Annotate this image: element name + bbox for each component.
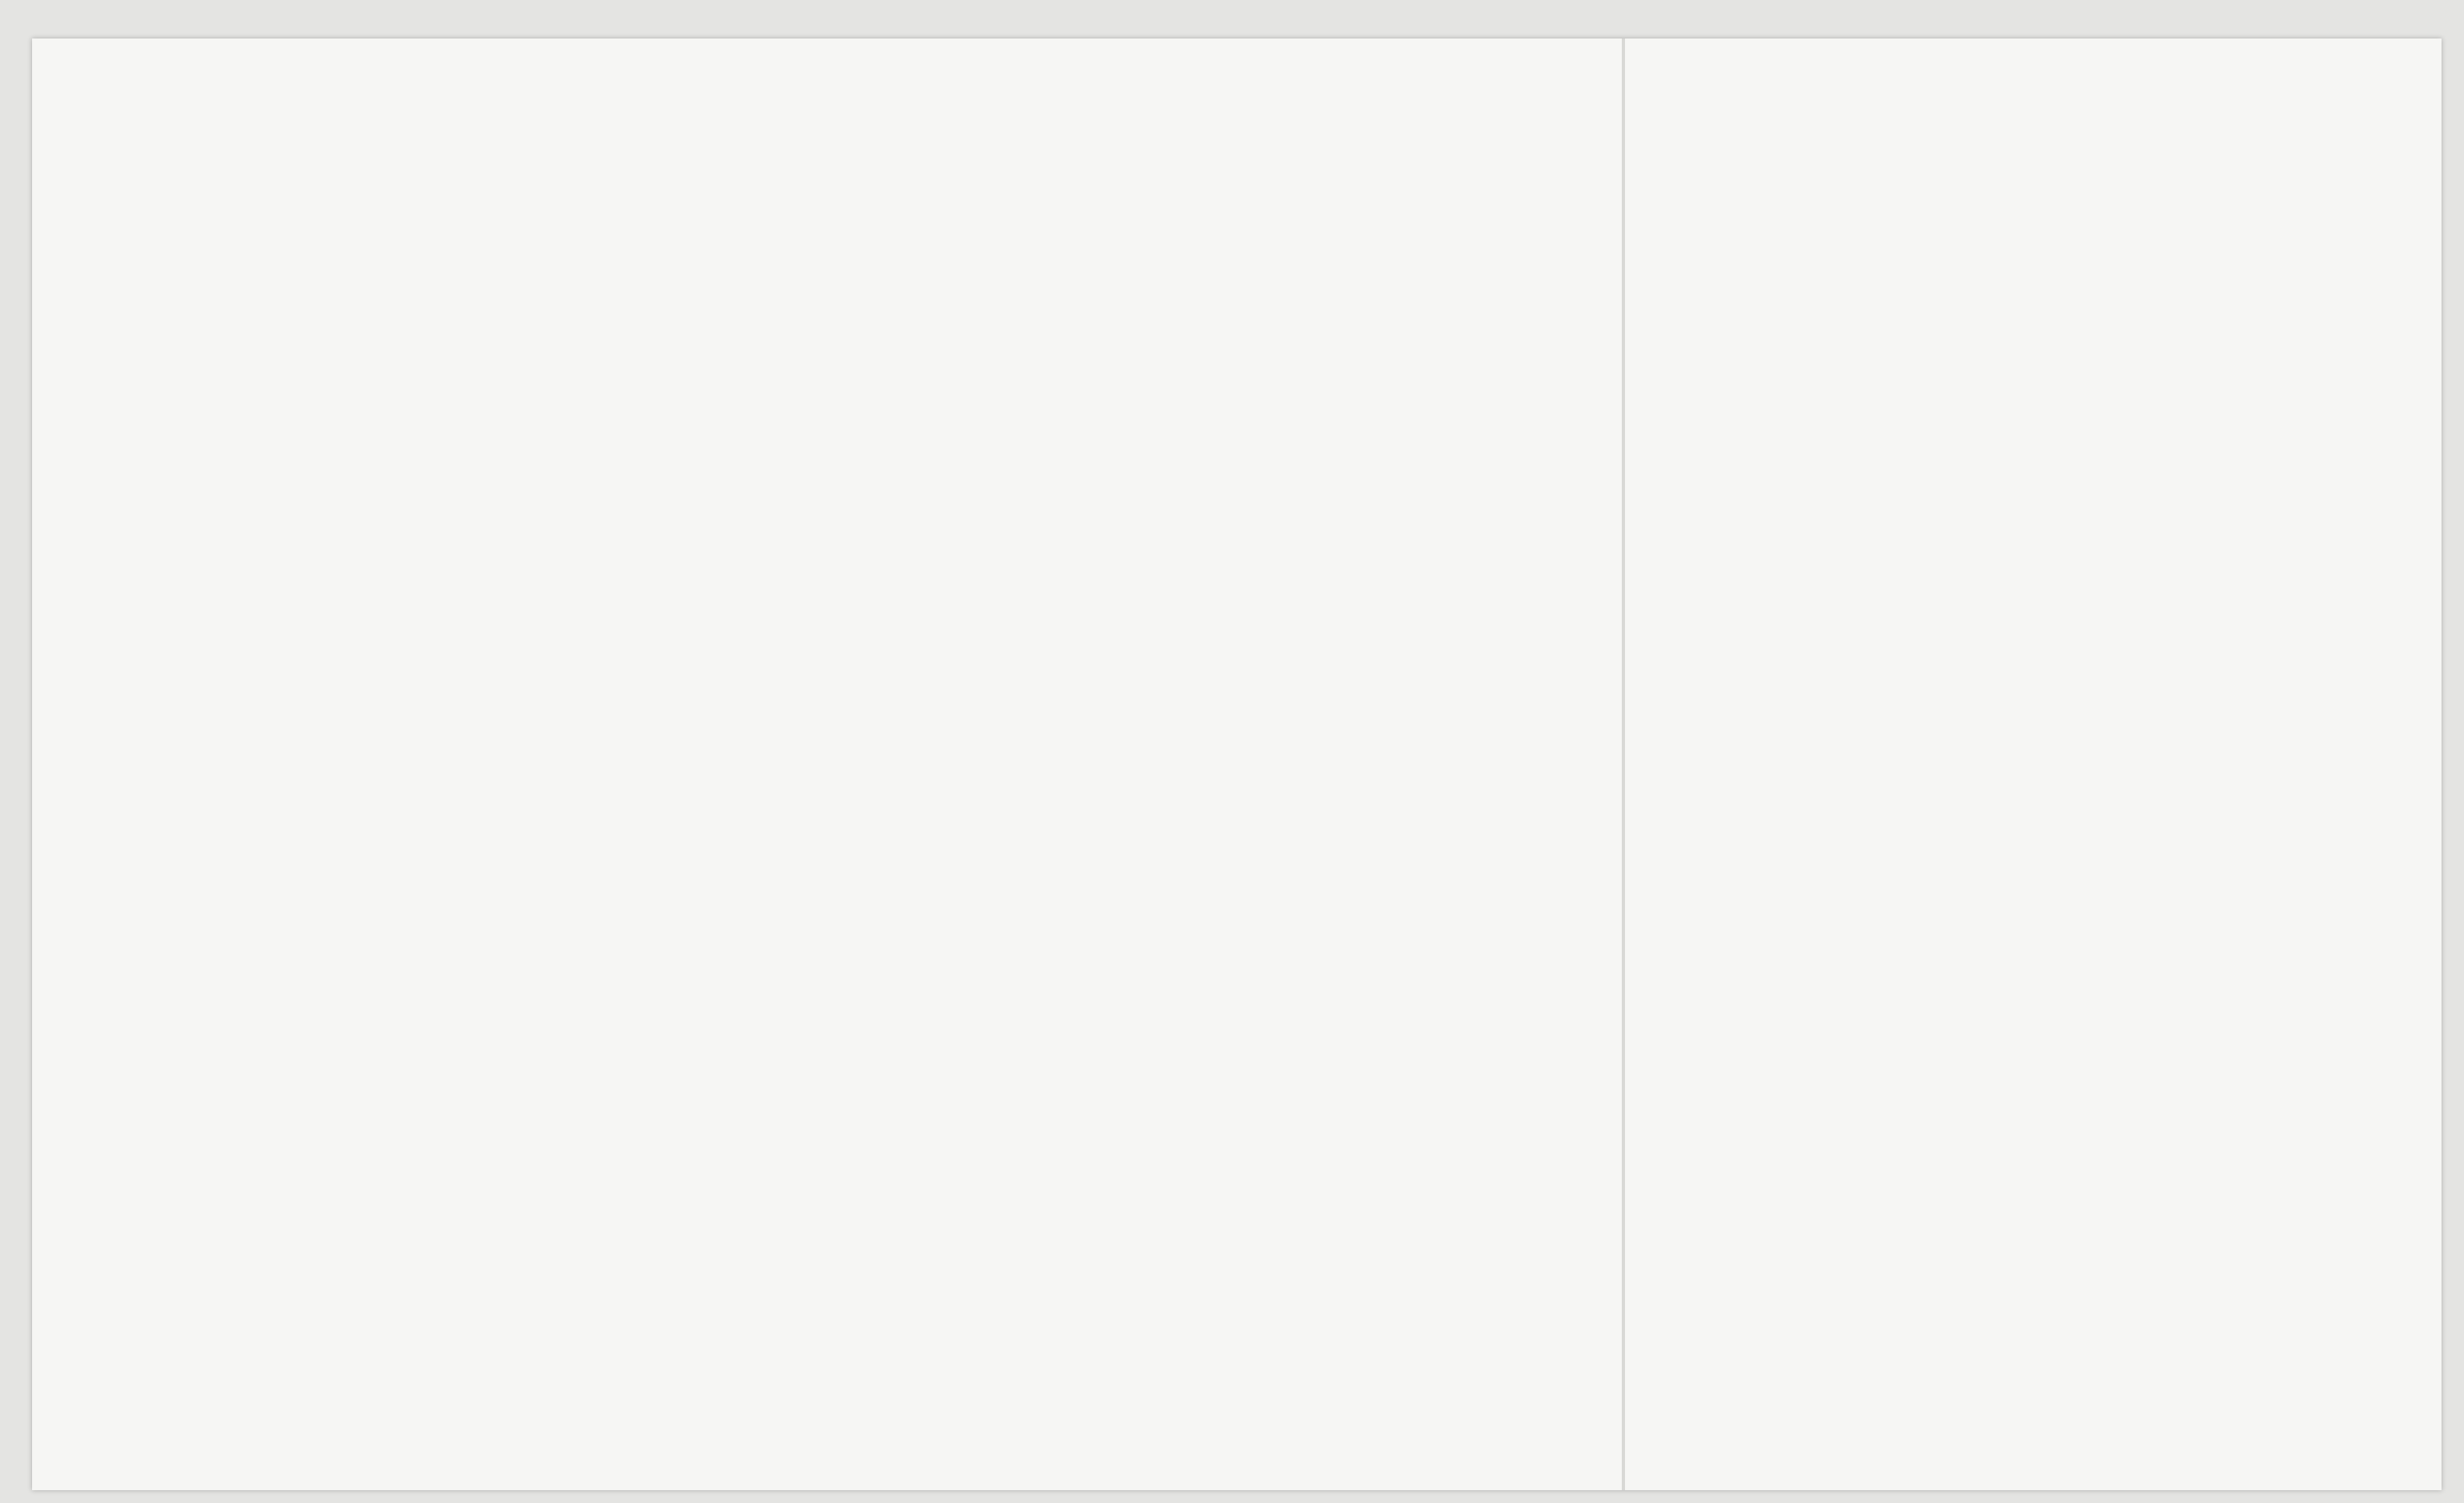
page-fold — [1622, 38, 1625, 1490]
form-title — [0, 128, 2464, 180]
census-sheet — [32, 38, 2442, 1490]
